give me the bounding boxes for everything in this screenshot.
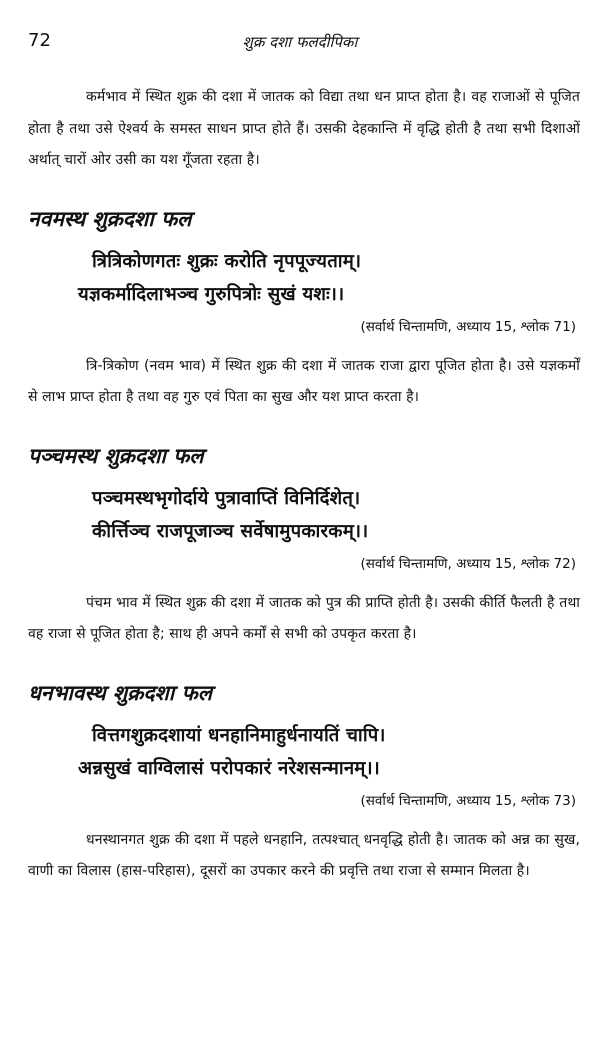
intro-paragraph: कर्मभाव में स्थित शुक्र की दशा में जातक को विद्या तथा धन प्राप्त होता है। वह राजाओं से पूजित होता है तथा उसे ऐश्वर्य के समस्त साधन प्राप्त होते हैं। उसकी देहकान्ति में वृद्धि होती है तथा सभी दिशाओं अर्थात् चारों ओर उसी का यश गूँजता रहता है। bbox=[28, 89, 580, 168]
section-heading: पञ्चमस्थ शुक्रदशा फल bbox=[28, 443, 204, 468]
section-heading: नवमस्थ शुक्रदशा फल bbox=[28, 206, 192, 231]
verse-line: त्रित्रिकोणगतः शुक्रः करोति नृपपूज्यताम्। bbox=[92, 250, 362, 272]
verse-line: पञ्चमस्थभृगोर्दाये पुत्रावाप्तिं विनिर्दिशेत्। bbox=[92, 487, 361, 509]
running-title: शुक्र दशा फलदीपिका bbox=[242, 33, 358, 51]
verse-line: यज्ञकर्मादिलाभञ्च गुरुपित्रोः सुखं यशः।। bbox=[78, 283, 345, 305]
commentary-paragraph: धनस्थानगत शुक्र की दशा में पहले धनहानि, तत्पश्चात् धनवृद्धि होती है। जातक को अन्न का सुख, वाणी का विलास (हास-परिहास), दूसरों का उपकार करने की प्रवृत्ति तथा राजा से सम्मान मिलता है। bbox=[28, 831, 580, 879]
verse-citation: (सर्वार्थ चिन्तामणि, अध्याय 15, श्लोक 72) bbox=[360, 555, 576, 572]
commentary-paragraph: पंचम भाव में स्थित शुक्र की दशा में जातक को पुत्र की प्राप्ति होती है। उसकी कीर्ति फैलती है तथा वह राजा से पूजित होता है; साथ ही अपने कर्मों से सभी को उपकृत करता है। bbox=[28, 594, 580, 642]
section-heading: धनभावस्थ शुक्रदशा फल bbox=[28, 680, 212, 705]
page-number: 72 bbox=[28, 30, 51, 51]
commentary-paragraph: त्रि-त्रिकोण (नवम भाव) में स्थित शुक्र की दशा में जातक राजा द्वारा पूजित होता है। उसे यज्ञकर्मों से लाभ प्राप्त होता है तथा वह गुरु एवं पिता का सुख और यश प्राप्त करता है। bbox=[28, 357, 580, 405]
verse-citation: (सर्वार्थ चिन्तामणि, अध्याय 15, श्लोक 73) bbox=[360, 792, 576, 809]
page-header bbox=[28, 30, 572, 58]
verse-line: वित्तगशुक्रदशायां धनहानिमाहुर्धनायतिं चापि। bbox=[92, 724, 386, 746]
page-body bbox=[28, 82, 580, 888]
verse-line: कीर्त्तिञ्च राजपूजाञ्च सर्वेषामुपकारकम्।। bbox=[92, 520, 369, 542]
verse-citation: (सर्वार्थ चिन्तामणि, अध्याय 15, श्लोक 71) bbox=[360, 318, 576, 335]
verse-line: अन्नसुखं वाग्विलासं परोपकारं नरेशसन्मानम्।। bbox=[78, 757, 380, 779]
